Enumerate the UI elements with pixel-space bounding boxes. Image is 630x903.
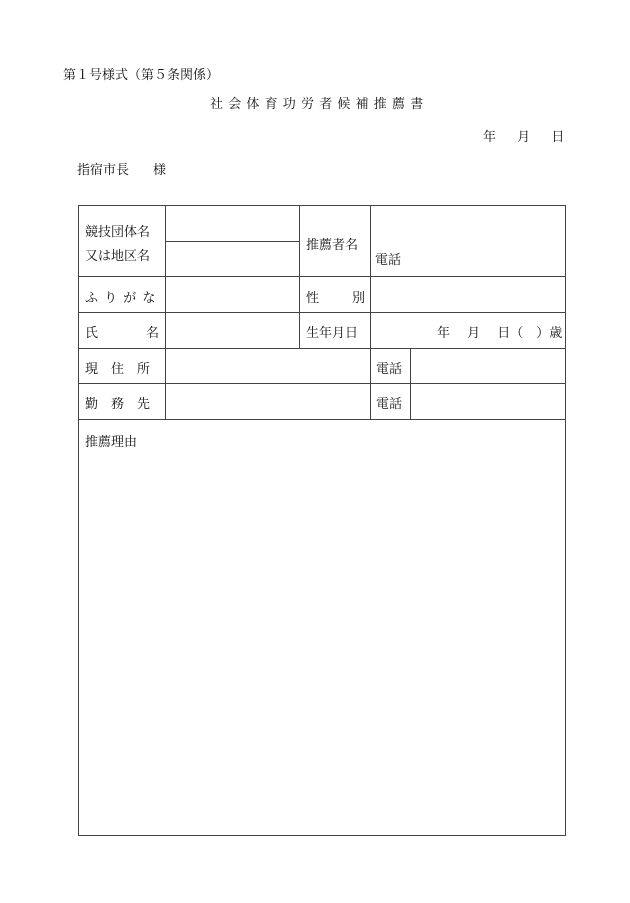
name-label-char1: 氏 [85, 326, 99, 341]
workplace-label: 勤 務 先 [85, 397, 151, 412]
recommender-field[interactable] [371, 206, 565, 276]
team-label-line2: 又は地区名 [85, 249, 151, 264]
address-label: 現 住 所 [85, 362, 151, 377]
address-phone-field[interactable] [411, 349, 565, 383]
reason-label: 推薦理由 [85, 435, 138, 450]
recommendation-form [78, 205, 566, 836]
gender-label-char2: 別 [352, 291, 366, 306]
date-month-label: 月 [517, 130, 531, 145]
furigana-field[interactable] [166, 277, 299, 312]
birth-label: 生年月日 [306, 326, 359, 341]
furigana-label: ふ り が な [85, 291, 157, 306]
address-field[interactable] [166, 349, 370, 383]
middle-column-divider [299, 206, 300, 348]
gender-field[interactable] [371, 277, 565, 312]
date-day-label: 日 [551, 130, 565, 145]
date-year-label: 年 [483, 130, 497, 145]
name-label-char2: 名 [146, 326, 160, 341]
team-label-line1: 競技団体名 [85, 225, 151, 240]
phone-label-left-divider [370, 348, 371, 419]
birth-date-field[interactable]: 年 月 日（ ）歳 [437, 326, 563, 341]
workplace-phone-label: 電話 [376, 397, 403, 412]
workplace-field[interactable] [166, 384, 370, 419]
form-number: 第１号様式（第５条関係） [63, 68, 220, 83]
gender-label-char1: 性 [306, 291, 320, 306]
recommender-phone-label: 電話 [375, 253, 402, 268]
team-field-2[interactable] [166, 242, 299, 276]
row-divider-2 [79, 312, 565, 313]
addressee-name: 指宿市長 [77, 163, 130, 178]
addressee [77, 159, 166, 178]
addressee-honorific: 様 [153, 163, 167, 178]
document-title: 社会体育功労者候補推薦書 [210, 97, 429, 112]
team-field-1[interactable] [166, 206, 299, 241]
reason-field[interactable] [79, 420, 565, 835]
workplace-phone-field[interactable] [411, 384, 565, 419]
date-line [483, 126, 564, 145]
name-field[interactable] [166, 313, 299, 348]
recommender-label: 推薦者名 [306, 238, 359, 253]
address-phone-label: 電話 [376, 362, 403, 377]
